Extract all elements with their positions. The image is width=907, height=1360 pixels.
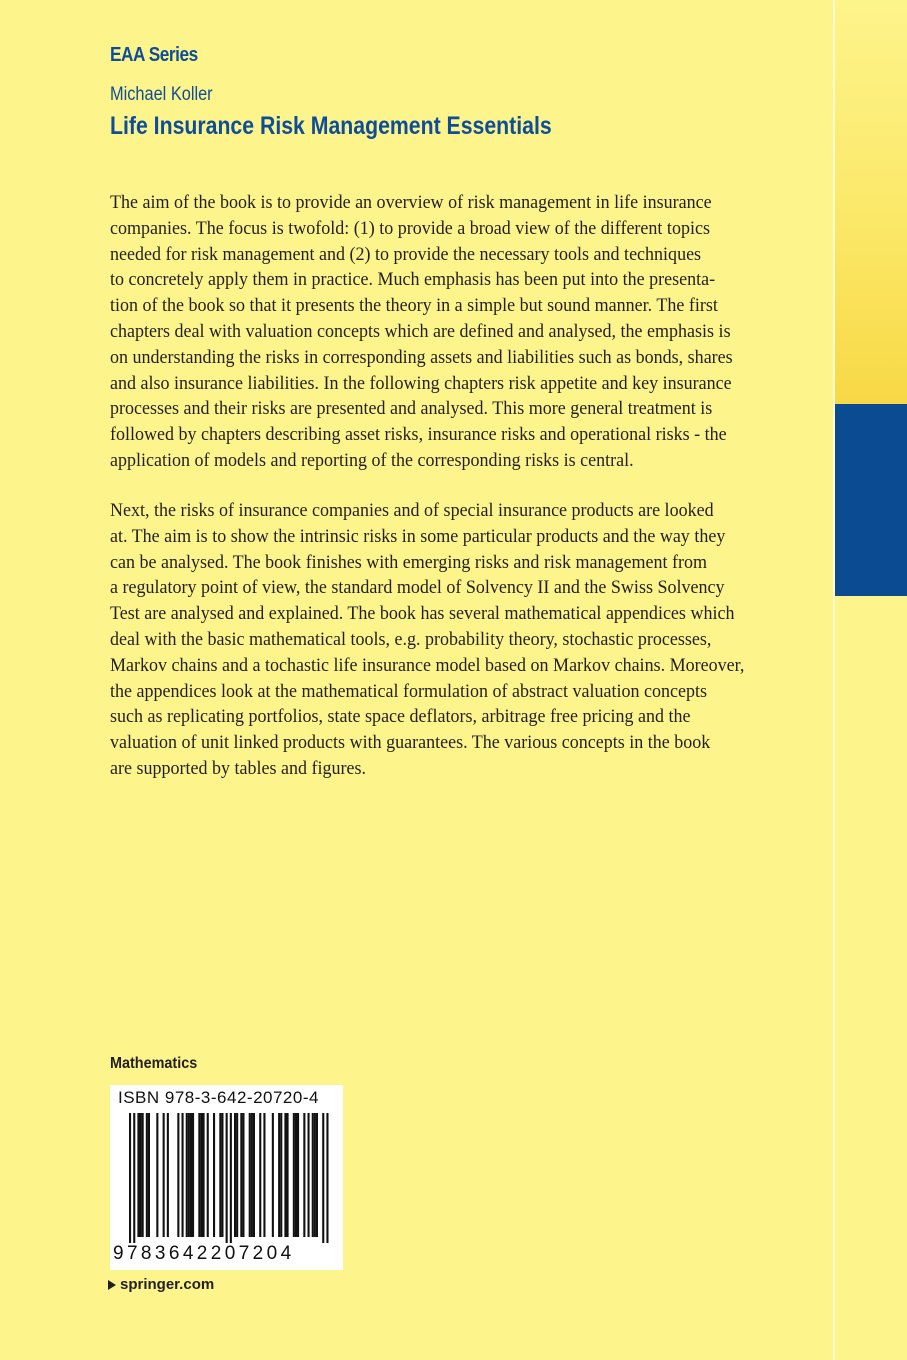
barcode-bar (226, 1113, 228, 1243)
barcode-bar (326, 1113, 328, 1243)
text-line: application of models and reporting of the corresponding risks is central. (110, 449, 634, 471)
barcode-bar (297, 1113, 299, 1237)
barcode-bar (280, 1113, 282, 1237)
spine-blue-band (835, 404, 907, 596)
barcode-bar (148, 1113, 150, 1237)
barcode-bar (137, 1113, 139, 1237)
text-line: processes and their risks are presented and analysed. This more general treatment is (110, 398, 713, 420)
barcode-bar (200, 1113, 202, 1237)
text-line: valuation of unit linked products with guarantees. The various concepts in the book (110, 732, 711, 754)
barcode-bar (295, 1113, 297, 1237)
barcode-bar (182, 1113, 184, 1237)
arrow-right-icon (108, 1280, 116, 1290)
barcode-bar (207, 1113, 209, 1237)
barcode-bar (242, 1113, 244, 1237)
text-line: companies. The focus is twofold: (1) to provide a broad view of the different topics (110, 217, 710, 239)
text-line: Markov chains and a tochastic life insurance model based on Markov chains. Moreover, (110, 654, 745, 676)
blurb-paragraph-1 (110, 190, 838, 474)
barcode-bar (314, 1113, 316, 1237)
barcode-bar (142, 1113, 144, 1237)
barcode-bar (278, 1113, 280, 1237)
series-name: EAA Series (110, 44, 198, 66)
barcode-bar (287, 1113, 289, 1237)
text-line: on understanding the risks in corresponding assets and liabilities such as bonds, shares (110, 346, 733, 368)
barcode-bar (249, 1113, 251, 1237)
isbn-barcode (110, 1085, 343, 1270)
barcode-bar (293, 1113, 295, 1237)
text-line: tion of the book so that it presents the theory in a simple but sound manner. The first (110, 295, 718, 317)
barcode-bar (156, 1113, 158, 1237)
barcode-bar (192, 1113, 194, 1237)
ean-digits: 9783642207204 (113, 1243, 295, 1264)
barcode-bar (322, 1113, 324, 1243)
book-title: Life Insurance Risk Management Essentials (110, 112, 552, 140)
text-line: deal with the basic mathematical tools, e.g. probability theory, stochastic processes, (110, 628, 712, 650)
author-name: Michael Koller (110, 84, 213, 105)
barcode-bar (167, 1113, 169, 1237)
text-line: at. The aim is to show the intrinsic risks in some particular products and the way they (110, 525, 726, 547)
barcode-bar (129, 1113, 131, 1243)
text-line: a regulatory point of view, the standard model of Solvency II and the Swiss Solvency (110, 577, 725, 599)
barcode-bar (177, 1113, 179, 1237)
text-line: Test are analysed and explained. The book has several mathematical appendices which (110, 603, 735, 625)
text-line: such as replicating portfolios, state space deflators, arbitrage free pricing and the (110, 706, 691, 728)
barcode-bar (188, 1113, 190, 1237)
barcode-bar (190, 1113, 192, 1237)
barcode-bar (236, 1113, 238, 1237)
text-line: followed by chapters describing asset risks, insurance risks and operational risks - the (110, 424, 727, 446)
barcode-bar (284, 1113, 286, 1237)
website-label[interactable]: springer.com (120, 1276, 215, 1293)
barcode-bar (316, 1113, 318, 1237)
barcode-bar (312, 1113, 314, 1237)
barcode-bar (251, 1113, 253, 1237)
barcode-bar (186, 1113, 188, 1237)
text-line: to concretely apply them in practice. Much emphasis has been put into the presenta- (110, 269, 716, 291)
barcode-bar (234, 1113, 236, 1237)
barcode-bar (303, 1113, 305, 1237)
isbn-number: ISBN 978-3-642-20720-4 (118, 1088, 319, 1107)
barcode-bar (221, 1113, 223, 1237)
blurb-paragraph-2 (110, 498, 838, 782)
barcode-bar (146, 1113, 148, 1237)
barcode-bar (140, 1113, 142, 1237)
text-line: are supported by tables and figures. (110, 757, 367, 779)
barcode-bar (253, 1113, 255, 1237)
barcode-bar (133, 1113, 135, 1243)
barcode-bar (259, 1113, 261, 1237)
barcode-bar (308, 1113, 310, 1237)
text-line: Next, the risks of insurance companies and of special insurance products are looked (110, 500, 714, 521)
barcode-bar (263, 1113, 265, 1237)
barcode-bar (230, 1113, 232, 1243)
barcode-icon (110, 1113, 343, 1243)
barcode-bar (198, 1113, 200, 1237)
text-line: needed for risk management and (2) to provide the necessary tools and techniques (110, 243, 702, 265)
text-line: the appendices look at the mathematical formulation of abstract valuation concepts (110, 680, 708, 702)
text-line: and also insurance liabilities. In the following chapters risk appetite and key insurance (110, 372, 732, 394)
barcode-bar (240, 1113, 242, 1237)
barcode-bar (272, 1113, 274, 1237)
spine-gradient (835, 0, 907, 404)
text-line: chapters deal with valuation concepts which are defined and analysed, the emphasis is (110, 320, 731, 342)
text-line: can be analysed. The book finishes with emerging risks and risk management from (110, 551, 707, 573)
barcode-bar (213, 1113, 215, 1237)
text-line: The aim of the book is to provide an overview of risk management in life insurance (110, 192, 712, 213)
barcode-bar (163, 1113, 165, 1237)
publisher-website[interactable] (108, 1276, 214, 1293)
barcode-bar (203, 1113, 205, 1237)
subject-category: Mathematics (110, 1055, 198, 1072)
barcode-bar (219, 1113, 221, 1237)
